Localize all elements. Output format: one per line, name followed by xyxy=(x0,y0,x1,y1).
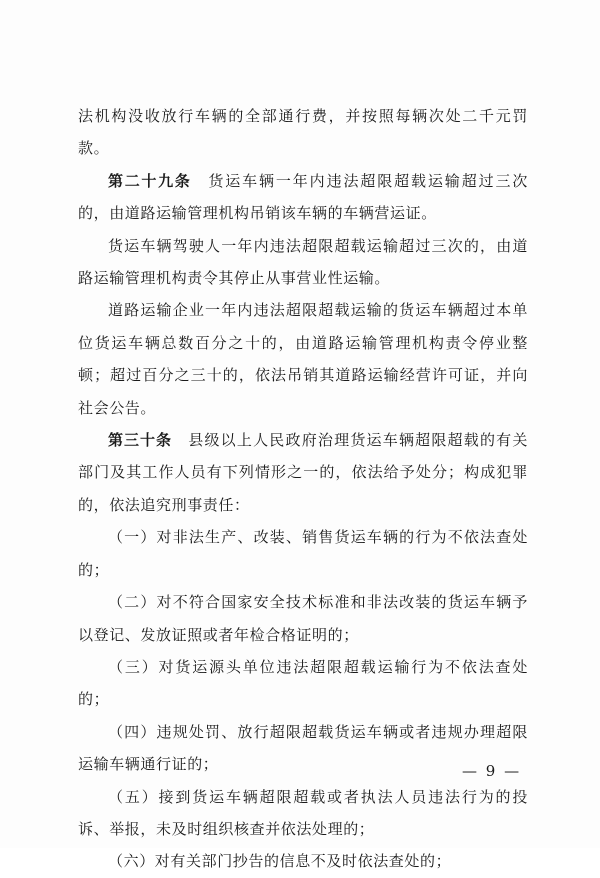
list-item-text: （一）对非法生产、改装、销售货运车辆的行为不依法查处的； xyxy=(78,528,528,579)
list-item-text: （五）接到货运车辆超限超载或者执法人员违法行为的投诉、举报，未及时组织核查并依法处理的； xyxy=(78,787,528,838)
paragraph-text: 道路运输企业一年内违法超限超载运输的货运车辆超过本单位货运车辆总数百分之十的，由道路运输管理机构责令停业整顿；超过百分之三十的，依法吊销其道路运输经营许可证，并向社会公告。 xyxy=(78,301,528,417)
page-number: — 9 — xyxy=(462,762,522,780)
list-item xyxy=(78,781,528,846)
list-item-text: （四）违规处罚、放行超限超载货运车辆或者违规办理超限运输车辆通行证的； xyxy=(78,722,528,774)
paragraph-continued xyxy=(78,100,528,165)
article-label: 第三十条 xyxy=(108,431,173,450)
list-item xyxy=(78,521,528,586)
document-body xyxy=(78,100,528,878)
list-item-text: （二）对不符合国家安全技术标准和非法改装的货运车辆予以登记、发放证照或者年检合格证明的； xyxy=(78,593,528,644)
article-label: 第二十九条 xyxy=(108,171,192,190)
paragraph-article-30 xyxy=(78,424,528,521)
list-item xyxy=(78,586,528,651)
paragraph-text: 货运车辆一年内违法超限超载运输超过三次的，由道路运输管理机构吊销该车辆的车辆营运证。 xyxy=(78,171,528,223)
paragraph-text: 法机构没收放行车辆的全部通行费，并按照每辆次处二千元罚款。 xyxy=(78,107,528,158)
list-item-text: （六）对有关部门抄告的信息不及时依法查处的； xyxy=(108,852,452,871)
paragraph xyxy=(78,230,528,295)
list-item xyxy=(78,716,528,781)
paragraph-text: 货运车辆驾驶人一年内违法超限超载运输超过三次的，由道路运输管理机构责令其停止从事营业性运输。 xyxy=(78,236,528,288)
paragraph xyxy=(78,294,528,424)
paragraph-article-29 xyxy=(78,165,528,230)
list-item xyxy=(78,651,528,716)
list-item-text: （三）对货运源头单位违法超限超载运输行为不依法查处的； xyxy=(78,657,528,709)
list-item xyxy=(78,845,528,877)
paragraph-text: 县级以上人民政府治理货运车辆超限超载的有关部门及其工作人员有下列情形之一的，依法给予处分；构成犯罪的，依法追究刑事责任： xyxy=(78,431,528,514)
